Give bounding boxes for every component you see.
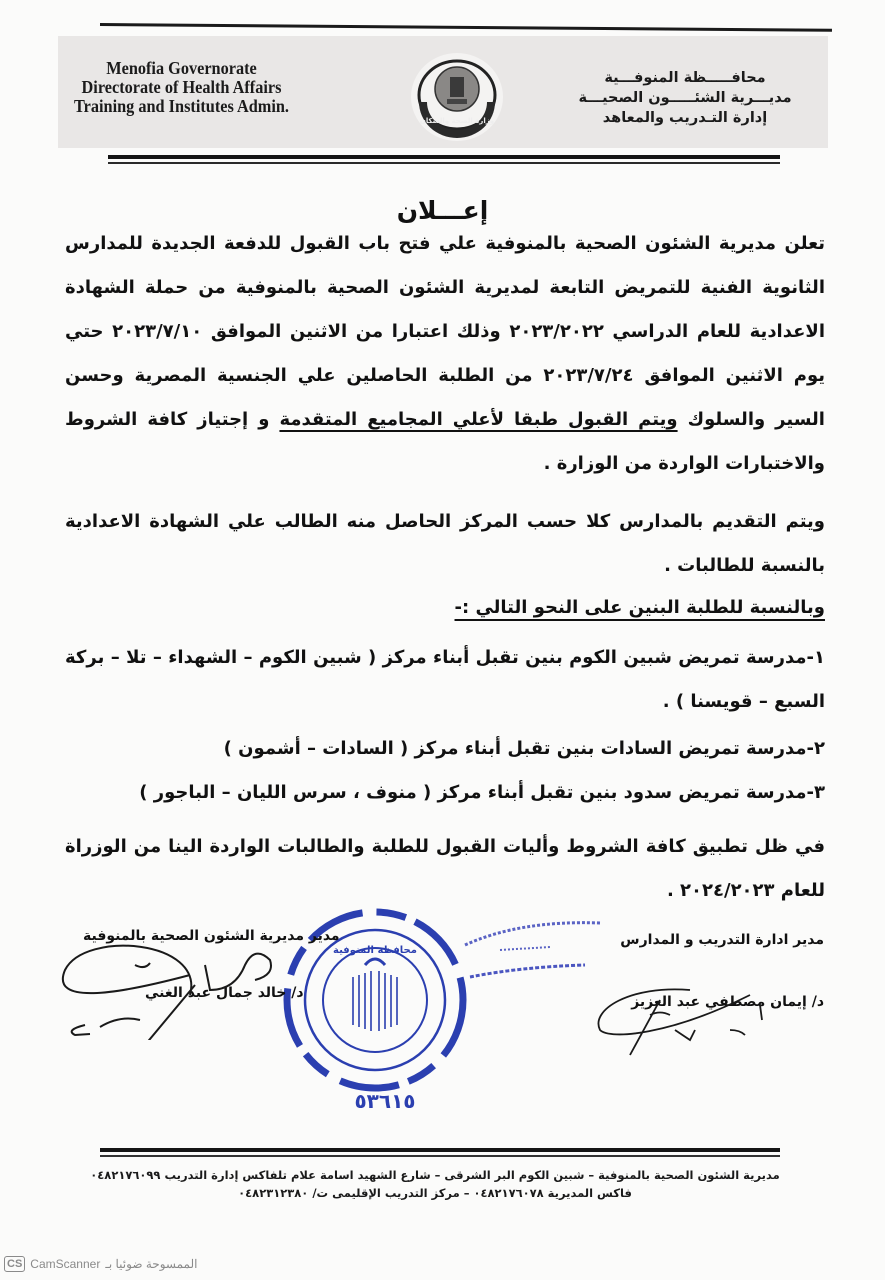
ministry-logo: [395, 47, 519, 147]
left-signatory-name: د/ خالد جمال عبد الغني: [145, 985, 304, 1001]
logo-caption: وزارة الصحة والسكان: [419, 117, 495, 125]
paragraph-underlined-phrase: ويتم القبول طبقا لأعلي المجاميع المتقدمة: [279, 409, 678, 430]
right-signatory-name: د/ إيمان مصطفي عبد العزيز: [631, 994, 824, 1010]
secondary-stamp-ink: [460, 915, 610, 985]
letterhead-en-line-1: Menofia Governorate: [106, 58, 257, 78]
letterhead-ar-line-3: إدارة التـدريب والمعاهد: [602, 110, 768, 126]
letterhead-en-line-2: Directorate of Health Affairs: [81, 77, 282, 97]
announcement-title: إعـــلان: [396, 196, 489, 225]
letterhead-arabic: [555, 68, 815, 128]
right-handwritten-signature: [590, 985, 790, 1060]
camscanner-logo-icon: CS: [4, 1256, 25, 1272]
stamp-number: ٥٣٦١٥: [354, 1089, 416, 1113]
watermark-app-name: CamScanner: [30, 1257, 101, 1271]
top-border-rule: [100, 23, 832, 32]
watermark-arabic: الممسوحة ضوئيا بـ: [105, 1257, 198, 1271]
paragraph-girls: ويتم التقديم بالمدارس كلا حسب المركز الحاصل منه الطالب علي الشهادة الاعدادية بالنسبة للطالبات .: [65, 511, 825, 576]
footer-rule-thin: [100, 1155, 780, 1157]
right-signatory-title: مدير ادارة التدريب و المدارس: [620, 932, 824, 948]
letterhead-rule-thick: [108, 155, 780, 159]
boys-heading-text: وبالنسبة للطلبة البنين على النحو التالي :-: [454, 597, 825, 618]
footer-line-1: مديرية الشئون الصحية بالمنوفية – شبين الكوم البر الشرقى – شارع الشهيد اسامة علام تلفاكس إدارة التدريب ٠٤٨٢١٧٦٠٩٩: [90, 1168, 780, 1182]
left-signatory-title: مدير مديرية الشئون الصحية بالمنوفية: [83, 928, 340, 944]
left-handwritten-signature: [45, 935, 285, 1040]
camscanner-watermark: [4, 1256, 197, 1272]
school-item-2: ٢-مدرسة تمريض السادات بنين تقبل أبناء مركز ( السادات – أشمون ): [223, 738, 825, 759]
paragraph-main: [65, 222, 825, 486]
paragraph-main-tail: و إجتياز كافة الشروط والاختبارات الواردة من الوزارة .: [65, 409, 825, 474]
footer-rule-thick: [100, 1148, 780, 1152]
school-item-1: ١-مدرسة تمريض شبين الكوم بنين تقبل أبناء مركز ( شبين الكوم – الشهداء – تلا – بركة السبع – قويسنا ) .: [65, 647, 825, 712]
letterhead-ar-line-2: مديـــرية الشئـــــون الصحيـــة: [578, 90, 792, 106]
school-item-3: ٣-مدرسة تمريض سدود بنين تقبل أبناء مركز ( منوف ، سرس الليان – الباجور ): [139, 782, 825, 803]
letterhead-ar-line-1: محافـــــظة المنوفـــية: [604, 70, 766, 86]
footer-contact: [85, 1166, 785, 1202]
stamp-text: محافظة المنوفية: [333, 945, 417, 956]
letterhead-english: [42, 59, 321, 116]
closing-paragraph: في ظل تطبيق كافة الشروط وأليات القبول للطلبة والطالبات الواردة الينا من الوزراة للعام ٢٠٢٤/٢٠٢٣ .: [65, 836, 825, 901]
letterhead-rule-thin: [108, 162, 780, 164]
letterhead-en-line-3: Training and Institutes Admin.: [74, 96, 289, 116]
footer-line-2: فاكس المديرية ٠٤٨٢١٧٦٠٧٨ – مركز التدريب الإقليمى ت/ ٠٤٨٢٣١٢٣٨٠: [238, 1186, 632, 1200]
boys-heading: [455, 597, 825, 618]
paragraph-main-text: تعلن مديرية الشئون الصحية بالمنوفية علي فتح باب القبول للدفعة الجديدة للمدارس الثانوية الفنية للتمريض التابعة لمديرية الشئون الصحية بالمنوفية من حملة الشهادة الاعدادية للعام الدراسي ٢٠٢٣/٢٠٢٢ وذلك اعتبارا من الاثنين الموافق ٢٠٢٣/٧/١٠ حتي يوم الاثنين الموافق ٢٠٢٣/٧/٢٤ من الطلبة الحاصلين علي الجنسية المصرية وحسن السير والسلوك: [65, 233, 825, 430]
